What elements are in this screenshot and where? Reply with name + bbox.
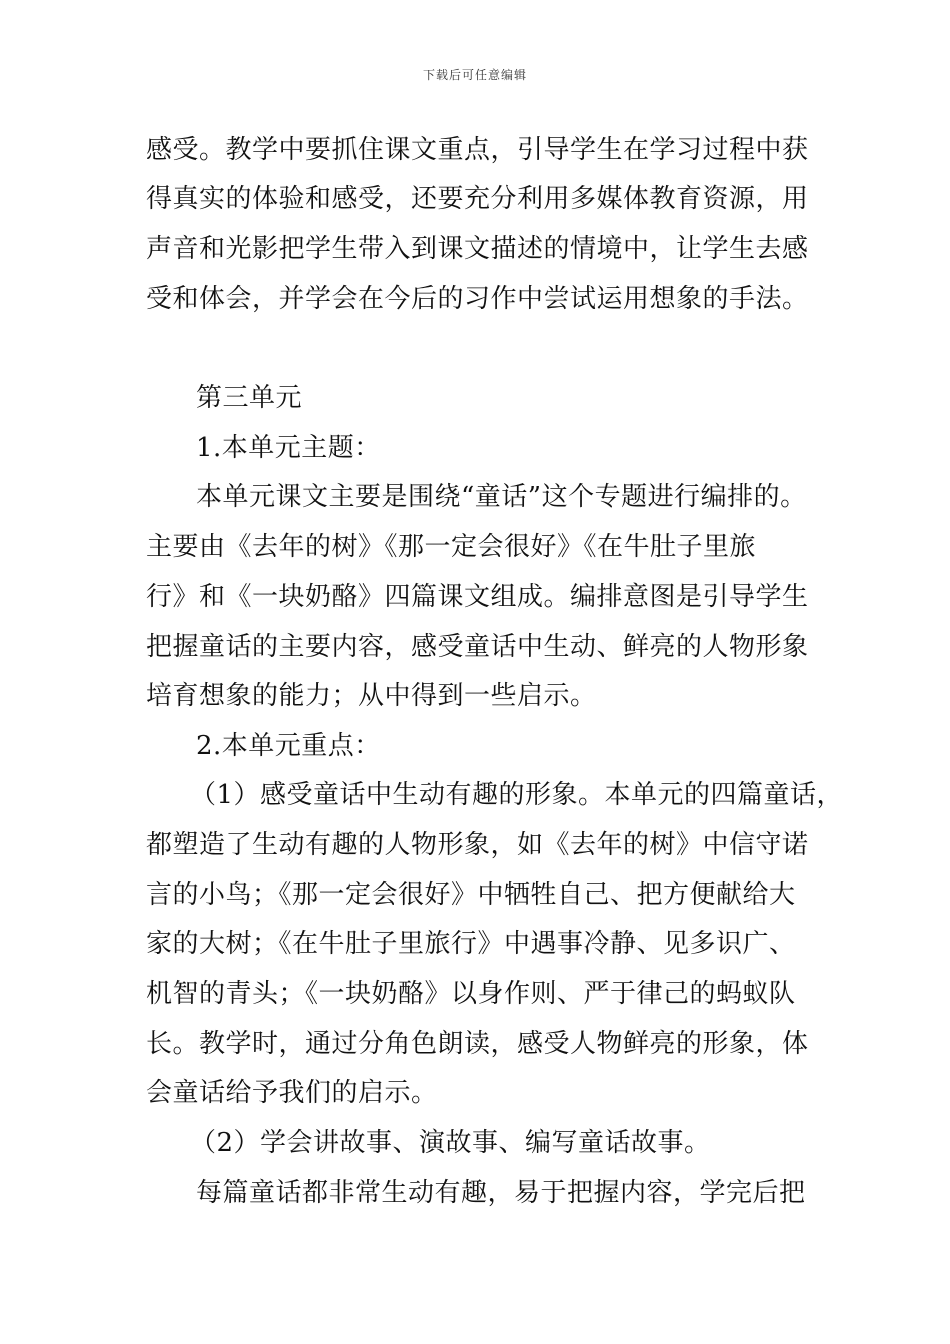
paragraph-line: 机智的青头；《一块奶酪》以身作则、严于律己的蚂蚁队 (146, 979, 796, 1009)
paragraph-line: 言的小鸟；《那一定会很好》中牺牲自己、把方便献给大 (146, 880, 796, 910)
paragraph-line: 受和体会，并学会在今后的习作中尝试运用想象的手法。 (146, 284, 809, 314)
paragraph-line: 长。教学时，通过分角色朗读，感受人物鲜亮的形象，体 (146, 1029, 809, 1059)
page-header-note: 下载后可任意编辑 (422, 68, 527, 82)
paragraph-line: （1）感受童话中生动有趣的形象。本单元的四篇童话， (190, 780, 844, 810)
theme-heading: 1.本单元主题： (196, 433, 381, 463)
paragraph-line: 培育想象的能力；从中得到一些启示。 (146, 681, 597, 711)
paragraph-line: （2）学会讲故事、演故事、编写童话故事。 (190, 1128, 711, 1158)
paragraph-line: 本单元课文主要是围绕“童话”这个专题进行编排的。 (196, 482, 807, 512)
paragraph-line: 把握童话的主要内容，感受童话中生动、鲜亮的人物形象 (146, 632, 809, 662)
paragraph-line: 得真实的体验和感受，还要充分利用多媒体教育资源，用 (146, 184, 809, 214)
unit-title: 第三单元 (196, 383, 303, 413)
paragraph-line: 家的大树；《在牛肚子里旅行》中遇事冷静、见多识广、 (146, 929, 796, 959)
paragraph-line: 声音和光影把学生带入到课文描述的情境中，让学生去感 (146, 234, 809, 264)
paragraph-line: 每篇童话都非常生动有趣，易于把握内容，学完后把 (196, 1178, 806, 1208)
paragraph-line: 都塑造了生动有趣的人物形象，如《去年的树》中信守诺 (146, 830, 809, 860)
paragraph-line: 会童话给予我们的启示。 (146, 1078, 438, 1108)
focus-heading: 2.本单元重点： (196, 731, 381, 761)
paragraph-line: 感受。教学中要抓住课文重点，引导学生在学习过程中获 (146, 135, 809, 165)
paragraph-line: 行》和《一块奶酪》四篇课文组成。编排意图是引导学生 (146, 582, 809, 612)
paragraph-line: 主要由《去年的树》《那一定会很好》《在牛肚子里旅 (146, 532, 757, 562)
